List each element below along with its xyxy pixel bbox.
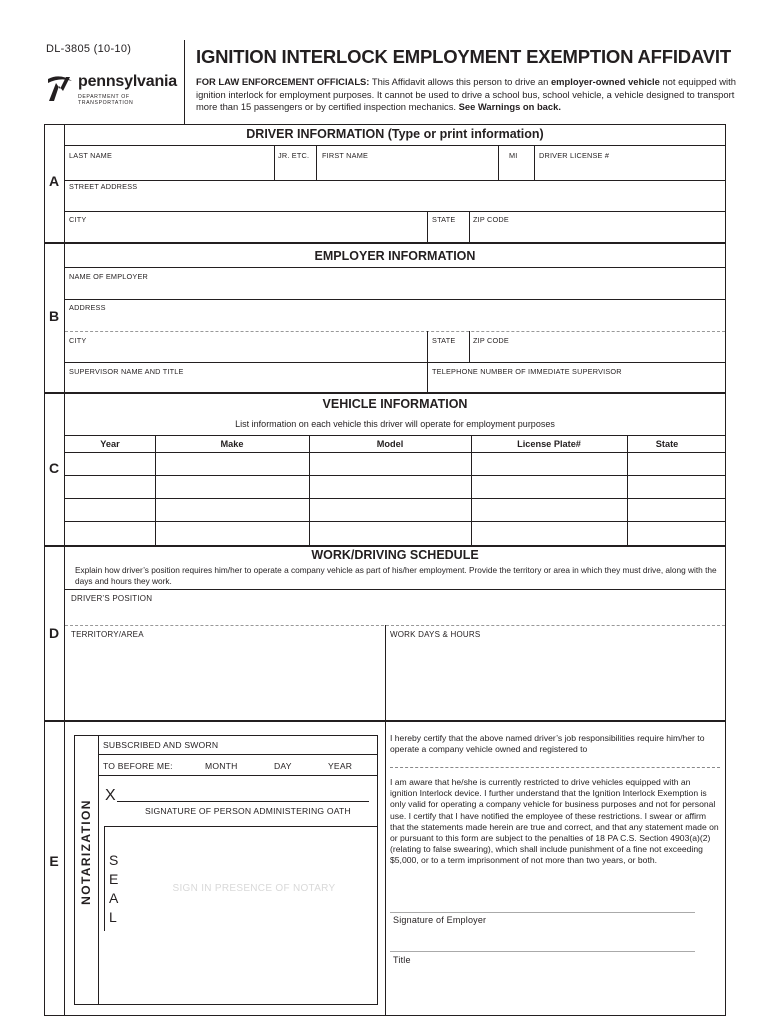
section-letter-e: E xyxy=(49,853,59,869)
rule xyxy=(65,331,725,332)
logo-dept: DEPARTMENT OF TRANSPORTATION xyxy=(78,94,134,106)
zip-code-field[interactable]: ZIP CODE xyxy=(473,215,509,224)
signature-employer-label: Signature of Employer xyxy=(393,915,487,925)
rule xyxy=(65,452,725,453)
page-title: IGNITION INTERLOCK EMPLOYMENT EXEMPTION AFFIDAVIT xyxy=(196,46,731,67)
intro-lead: FOR LAW ENFORCEMENT OFFICIALS: xyxy=(196,76,370,87)
rule xyxy=(155,435,156,545)
rule xyxy=(309,435,310,545)
sign-in-presence-watermark: SIGN IN PRESENCE OF NOTARY xyxy=(172,883,336,894)
supervisor-field[interactable]: SUPERVISOR NAME AND TITLE xyxy=(69,367,184,376)
employer-address-field[interactable]: ADDRESS xyxy=(69,303,106,312)
rule xyxy=(534,145,535,180)
rule xyxy=(65,180,725,181)
oath-signature-line[interactable] xyxy=(117,801,369,802)
intro-warnings: See Warnings on back. xyxy=(458,101,561,113)
driver-info-heading: DRIVER INFORMATION (Type or print information) xyxy=(246,127,544,141)
col-model: Model xyxy=(376,439,404,449)
rule xyxy=(469,211,470,242)
rule xyxy=(65,267,725,268)
rule xyxy=(65,625,725,626)
work-days-field[interactable]: WORK DAYS & HOURS xyxy=(390,630,481,639)
street-address-field[interactable]: STREET ADDRESS xyxy=(69,182,138,191)
rule xyxy=(98,754,378,755)
rule xyxy=(427,211,428,242)
rule xyxy=(65,435,725,436)
employer-name-field[interactable]: NAME OF EMPLOYER xyxy=(69,272,149,281)
work-schedule-heading: WORK/DRIVING SCHEDULE xyxy=(311,548,479,562)
jr-etc-field[interactable]: JR. ETC. xyxy=(278,151,310,160)
state-field[interactable]: STATE xyxy=(432,215,456,224)
employer-zip-field[interactable]: ZIP CODE xyxy=(473,336,509,345)
rule xyxy=(65,521,725,522)
employer-state-field[interactable]: STATE xyxy=(432,336,456,345)
vehicle-subheading: List information on each vehicle this driver will operate for employment purposes xyxy=(235,419,555,429)
awareness-statement: I am aware that he/she is currently restricted to drive vehicles equipped with an ignition Interlock device. I further understand that the Ignition Interlock Exemption is only valid for operating a company vehicle for business purposes and not for personal use. I certify that I have notified the employee of these restrictions. I swear or affirm that the statements made herein are true and correct, and that any statement made on or pursuant to this form are subject to the penalties of 18 PA C.S. Section 4903(a)(2) (relating to false swearing), which shall include punishment of a fine not exceeding $5,000, or to a term imprisonment of not more than two years, or both. xyxy=(390,777,719,866)
rule xyxy=(385,625,386,720)
intro-bold-mid: employer-owned vehicle xyxy=(550,76,660,87)
vehicle-info-heading: VEHICLE INFORMATION xyxy=(322,397,468,411)
rule xyxy=(65,498,725,499)
seal-letter-e: E xyxy=(109,871,119,887)
rule xyxy=(65,362,725,363)
signature-admin-label: SIGNATURE OF PERSON ADMINISTERING OATH xyxy=(145,806,351,816)
keystone-logo-icon xyxy=(46,73,74,103)
seal-letter-a: A xyxy=(109,890,119,906)
rule xyxy=(65,211,725,212)
territory-field[interactable]: TERRITORY/AREA xyxy=(71,630,144,639)
rule xyxy=(627,435,628,545)
subscribed-label: SUBSCRIBED AND SWORN xyxy=(103,740,219,750)
rule xyxy=(274,145,275,180)
mi-field[interactable]: MI xyxy=(509,151,518,160)
rule xyxy=(65,145,725,146)
month-field[interactable]: MONTH xyxy=(205,761,238,771)
seal-box xyxy=(104,826,378,931)
employer-title-line[interactable] xyxy=(390,951,695,952)
employer-city-field[interactable]: CITY xyxy=(69,336,87,345)
form-code: DL-3805 (10-10) xyxy=(46,43,132,55)
pennsylvania-logo xyxy=(46,73,186,106)
year-field[interactable]: YEAR xyxy=(328,761,353,771)
col-state: State xyxy=(655,439,679,449)
day-field[interactable]: DAY xyxy=(274,761,292,771)
rule xyxy=(65,475,725,476)
rule xyxy=(385,721,386,1016)
certify-statement: I hereby certify that the above named driver’s job responsibilities require him/her to operate a company vehicle owned and registered to xyxy=(390,733,705,755)
section-letter-d: D xyxy=(48,625,60,641)
section-letter-c: C xyxy=(48,460,60,476)
section-divider xyxy=(44,392,726,394)
drivers-position-field[interactable]: DRIVER’S POSITION xyxy=(71,594,153,603)
title-label: Title xyxy=(393,955,411,965)
city-field[interactable]: CITY xyxy=(69,215,87,224)
rule xyxy=(316,145,317,180)
supervisor-phone-field[interactable]: TELEPHONE NUMBER OF IMMEDIATE SUPERVISOR xyxy=(432,367,622,376)
rule xyxy=(471,435,472,545)
notarization-text: NOTARIZATION xyxy=(79,799,93,905)
rule xyxy=(498,145,499,180)
col-year: Year xyxy=(100,439,120,449)
to-before-me-label: TO BEFORE ME: xyxy=(103,761,173,771)
header-divider xyxy=(184,40,185,124)
seal-letter-s: S xyxy=(109,852,119,868)
rule xyxy=(469,331,470,362)
employer-signature-line[interactable] xyxy=(390,912,695,913)
section-divider xyxy=(44,545,726,547)
first-name-field[interactable]: FIRST NAME xyxy=(322,151,369,160)
driver-license-field[interactable]: DRIVER LICENSE # xyxy=(539,151,610,160)
section-divider xyxy=(44,242,726,244)
rule xyxy=(98,775,378,776)
schedule-explanation: Explain how driver’s position requires him/her to operate a company vehicle as part of his/her employment. Provide the territory or area in which they must drive, along with the days and hours they work. xyxy=(75,565,717,586)
registered-to-line[interactable] xyxy=(390,767,720,768)
section-letter-b: B xyxy=(48,308,60,324)
rule xyxy=(65,299,725,300)
employer-info-heading: EMPLOYER INFORMATION xyxy=(314,249,476,263)
seal-letter-l: L xyxy=(109,909,117,925)
last-name-field[interactable]: LAST NAME xyxy=(69,151,113,160)
intro-text1: This Affidavit allows this person to drive an xyxy=(369,76,551,87)
intro-text2: not equipped with ignition interlock for employment purposes. It cannot be used to drive a school bus, school vehicle, a vehicle designed to transport more than 15 passengers or by certified inspection mechanics. xyxy=(196,76,736,113)
intro-text xyxy=(196,76,736,114)
logo-name: pennsylvania xyxy=(78,73,177,90)
signature-x-mark: X xyxy=(105,787,116,804)
section-letter-a: A xyxy=(48,173,60,189)
col-make: Make xyxy=(220,439,244,449)
rule xyxy=(65,589,725,590)
notarization-label xyxy=(78,787,94,917)
col-license-plate: License Plate# xyxy=(517,439,581,449)
